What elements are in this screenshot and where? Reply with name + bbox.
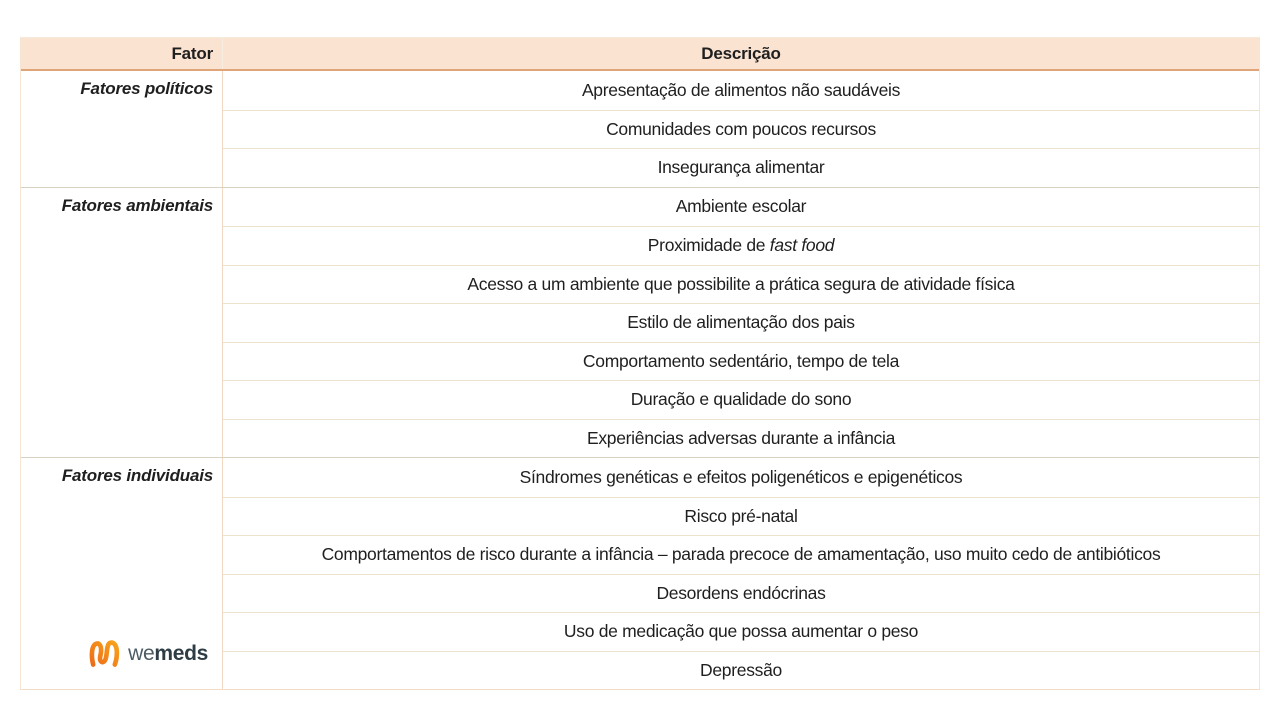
description-row [223,574,1259,613]
description-rows [223,71,1259,187]
description-text: Depressão [700,659,782,680]
description-text: Comunidades com poucos recursos [606,118,876,139]
header-cell-descricao: Descrição [701,43,781,63]
description-text: Acesso a um ambiente que possibilite a prática segura de atividade física [467,273,1015,294]
description-row [223,71,1259,110]
factor-label-text: Fatores individuais [61,466,213,485]
factor-label-text: Fatores ambientais [61,195,213,215]
wemeds-logo-text [128,643,208,664]
description-rows [223,188,1259,458]
table-header-row [21,38,1259,71]
logo-we: we [128,641,155,665]
table-group [21,187,1259,458]
description-text: Apresentação de alimentos não saudáveis [581,79,901,100]
description-text: Ambiente escolar [675,196,807,217]
wemeds-logo [87,633,208,673]
factor-label-text: Fatores políticos [80,79,213,98]
description-text: Proximidade de fast food [647,235,835,256]
table-body [21,71,1259,689]
description-rows [223,458,1259,689]
description-text: Risco pré-natal [684,505,798,526]
header-cell-fator: Fator [21,38,223,69]
description-text: Insegurança alimentar [657,157,825,178]
description-text: Desordens endócrinas [656,582,826,603]
description-row [223,226,1259,265]
description-row [223,651,1259,690]
description-text: Comportamentos de risco durante a infância – parada precoce de amamentação, uso muito cedo de antibióticos [321,544,1161,565]
table-group [21,457,1259,689]
description-row [223,265,1259,304]
description-row [223,342,1259,381]
description-row [223,148,1259,187]
description-row [223,110,1259,149]
description-row [223,188,1259,227]
factor-table [20,37,1260,690]
factor-label [21,458,223,689]
wemeds-m-icon [87,633,121,673]
description-row [223,497,1259,536]
description-text: Comportamento sedentário, tempo de tela [582,350,900,371]
description-row [223,303,1259,342]
description-row [223,535,1259,574]
description-row [223,612,1259,651]
description-row [223,458,1259,497]
description-text: Uso de medicação que possa aumentar o peso [563,621,919,642]
description-text: Estilo de alimentação dos pais [627,312,855,333]
table-group [21,71,1259,187]
description-text: Síndromes genéticas e efeitos poligenéticos e epigenéticos [519,466,963,487]
logo-meds: meds [154,641,208,665]
factor-label [21,188,223,458]
description-row [223,419,1259,458]
description-text: Duração e qualidade do sono [630,389,852,410]
factor-label [21,71,223,187]
description-row [223,380,1259,419]
description-text: Experiências adversas durante a infância [586,427,896,448]
